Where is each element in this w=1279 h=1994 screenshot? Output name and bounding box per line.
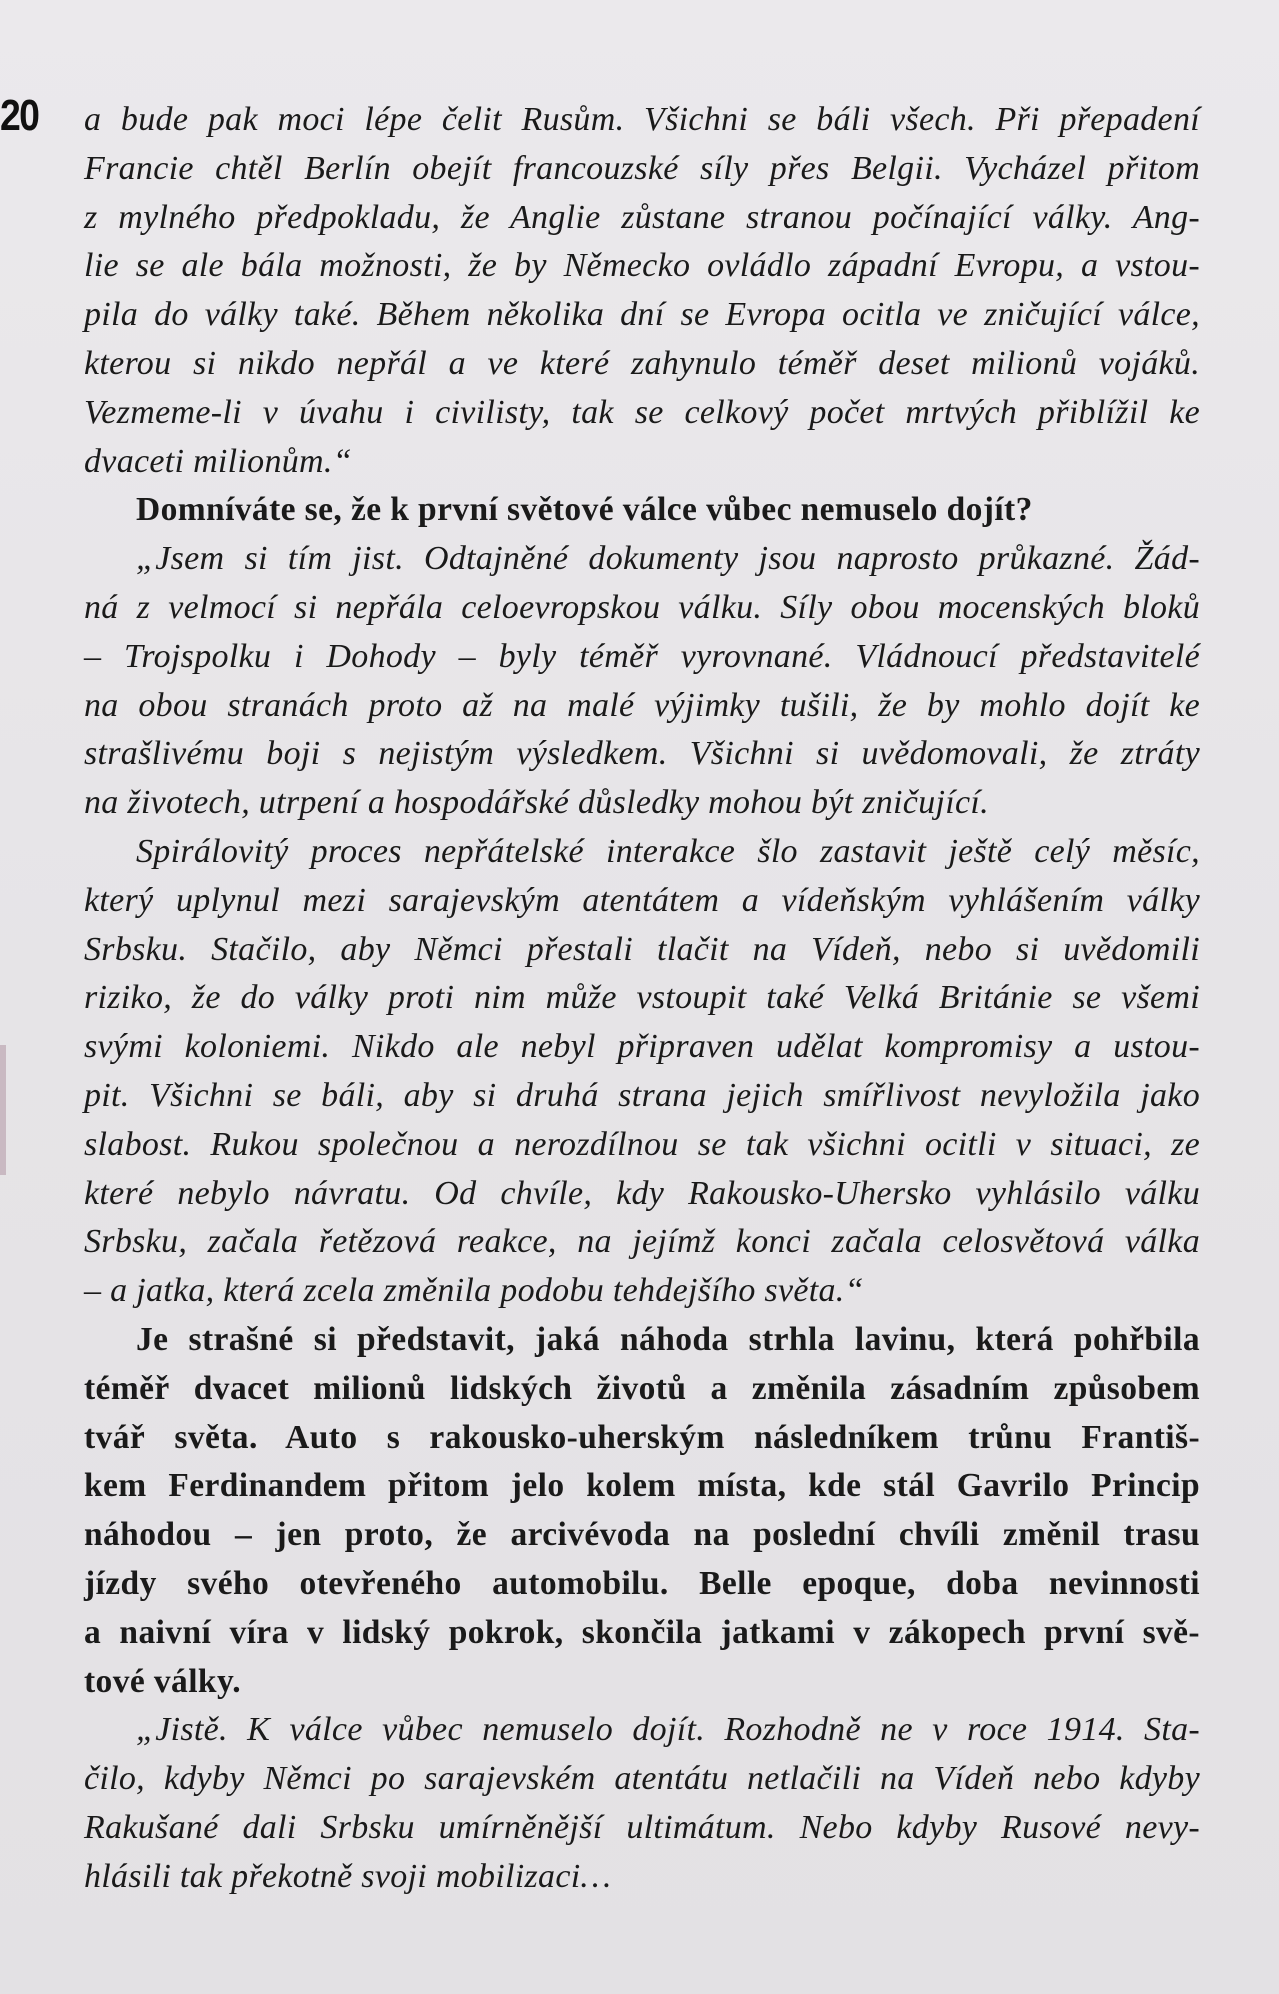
text-line: slabost. Rukou společnou a nerozdílnou se tak všichni ocitli v situaci, ze <box>84 1125 1200 1163</box>
text-line: – a jatka, která zcela změnila podobu tehdejšího světa.“ <box>84 1272 864 1310</box>
text-line: Domníváte se, že k první světové válce vůbec nemuselo dojít? <box>136 491 1033 529</box>
answer-paragraph <box>84 96 1200 486</box>
text-line: dvaceti milionům.“ <box>84 442 352 480</box>
text-line: tové války. <box>84 1662 242 1700</box>
text-line: čilo, kdyby Němci po sarajevském atentátu netlačili na Vídeň nebo kdyby <box>84 1760 1200 1798</box>
question-paragraph <box>84 1316 1200 1706</box>
text-line: který uplynul mezi sarajevským atentátem a vídeňským vyhlášením války <box>84 881 1200 919</box>
text-line: „Jistě. K válce vůbec nemuselo dojít. Rozhodně ne v roce 1914. Sta- <box>136 1711 1200 1749</box>
text-line: Francie chtěl Berlín obejít francouzské síly přes Belgii. Vycházel přitom <box>84 149 1200 187</box>
text-line: kterou si nikdo nepřál a ve které zahynulo téměř deset milionů vojáků. <box>84 344 1200 382</box>
answer-paragraph <box>84 828 1200 1316</box>
text-line: svými koloniemi. Nikdo ale nebyl připraven udělat kompromisy a ustou- <box>84 1028 1200 1066</box>
text-line: Srbsku, začala řetězová reakce, na jejímž konci začala celosvětová válka <box>84 1223 1200 1261</box>
text-line: Spirálovitý proces nepřátelské interakce šlo zastavit ještě celý měsíc, <box>136 832 1200 870</box>
text-line: lie se ale bála možnosti, že by Německo ovládlo západní Evropu, a vstou- <box>84 247 1200 285</box>
text-line: pit. Všichni se báli, aby si druhá strana jejich smířlivost nevyložila jako <box>84 1076 1200 1114</box>
page-edge-mark <box>0 1045 6 1175</box>
text-line: Rakušané dali Srbsku umírněnější ultimátum. Nebo kdyby Rusové nevy- <box>84 1808 1200 1846</box>
text-line: riziko, že do války proti nim může vstoupit také Velká Británie se všemi <box>84 979 1200 1017</box>
text-line: a naivní víra v lidský pokrok, skončila jatkami v zákopech první svě- <box>84 1613 1200 1651</box>
text-line: z mylného předpokladu, že Anglie zůstane stranou počínající války. Ang- <box>84 198 1200 236</box>
text-line: hlásili tak překotně svoji mobilizaci… <box>84 1857 612 1895</box>
answer-paragraph <box>84 1706 1200 1901</box>
question-paragraph <box>84 486 1200 535</box>
text-line: Je strašné si představit, jaká náhoda strhla lavinu, která pohřbila <box>136 1320 1200 1358</box>
text-line: na obou stranách proto až na malé výjimky tušili, že by mohlo dojít ke <box>84 686 1200 724</box>
text-line: na životech, utrpení a hospodářské důsledky mohou být zničující. <box>84 784 989 822</box>
text-line: „Jsem si tím jist. Odtajněné dokumenty jsou naprosto průkazné. Žád- <box>136 540 1200 578</box>
text-line: kem Ferdinandem přitom jelo kolem místa, kde stál Gavrilo Princip <box>84 1467 1200 1505</box>
text-line: Srbsku. Stačilo, aby Němci přestali tlačit na Vídeň, nebo si uvědomili <box>84 930 1200 968</box>
text-line: které nebylo návratu. Od chvíle, kdy Rakousko-Uhersko vyhlásilo válku <box>84 1174 1200 1212</box>
text-line: jízdy svého otevřeného automobilu. Belle epoque, doba nevinnosti <box>84 1564 1200 1602</box>
text-line: téměř dvacet milionů lidských životů a změnila zásadním způsobem <box>84 1369 1200 1407</box>
page-number: 20 <box>0 91 39 140</box>
text-line: strašlivému boji s nejistým výsledkem. Všichni si uvědomovali, že ztráty <box>84 735 1200 773</box>
text-line: pila do války také. Během několika dní se Evropa ocitla ve zničující válce, <box>84 296 1200 334</box>
answer-paragraph <box>84 535 1200 828</box>
text-line: a bude pak moci lépe čelit Rusům. Všichni se báli všech. Při přepadení <box>84 101 1200 138</box>
text-line: – Trojspolku i Dohody – byly téměř vyrovnané. Vládnoucí představitelé <box>84 637 1200 675</box>
text-line: tvář světa. Auto s rakousko-uherským následníkem trůnu Františ- <box>84 1418 1200 1456</box>
text-line: náhodou – jen proto, že arcivévoda na poslední chvíli změnil trasu <box>84 1516 1200 1554</box>
page-text <box>84 96 1200 1901</box>
text-line: Vezmeme-li v úvahu i civilisty, tak se celkový počet mrtvých přiblížil ke <box>84 393 1200 431</box>
text-line: ná z velmocí si nepřála celoevropskou válku. Síly obou mocenských bloků <box>84 588 1200 626</box>
